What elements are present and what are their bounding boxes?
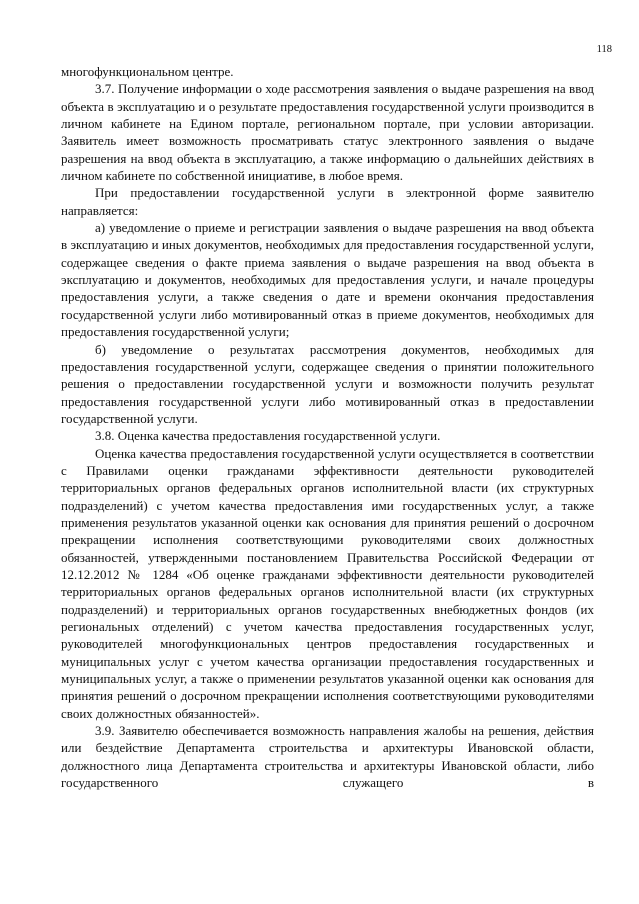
paragraph-quality-assessment: Оценка качества предоставления государственной услуги осуществляется в соответствии с Правилами оценки гражданами эффективности деятельности руководителей территориальных органов федеральных органов исполнительной власти (их структурных подразделений) с учетом качества предоставления ими государственных услуг, а также применения результатов указанной оценки как основания для принятия решений о досрочном прекращении исполнения соответствующими руководителями своих должностных обязанностей, утвержденными постановлением Правительства Российской Федерации от 12.12.2012 № 1284 «Об оценке гражданами эффективности деятельности руководителей территориальных органов федеральных органов исполнительной власти (их структурных подразделений) и территориальных органов государственных внебюджетных фондов (их региональных отделений) с учетом качества предоставления государственных услуг, руководителей многофункциональных центров предоставления государственных и муниципальных услуг с учетом качества организации предоставления государственных и муниципальных услуг, а также о применении результатов указанной оценки как основания для принятия решений о досрочном прекращении исполнения соответствующими руководителями своих должностных обязанностей». bbox=[61, 445, 594, 721]
page-number: 118 bbox=[596, 44, 612, 55]
paragraph-item-a: а) уведомление о приеме и регистрации заявления о выдаче разрешения на ввод объекта в эксплуатацию и иных документов, необходимых для предоставления государственной услуги, содержащее сведения о факте приема заявления о выдаче разрешения на ввод объекта в эксплуатацию и документов, необходимых для предоставления услуги, и начале процедуры предоставления услуги, а также сведения о дате и времени окончания предоставления государственной услуги либо мотивированный отказ в приеме документов, необходимых для предоставления государственной услуги; bbox=[61, 220, 594, 340]
paragraph-electronic-form: При предоставлении государственной услуги в электронной форме заявителю направляется: bbox=[61, 185, 594, 218]
document-body bbox=[61, 63, 594, 791]
paragraph-3-8-heading: 3.8. Оценка качества предоставления государственной услуги. bbox=[95, 428, 441, 444]
paragraph-3-7: 3.7. Получение информации о ходе рассмотрения заявления о выдаче разрешения на ввод объекта в эксплуатацию и о результате предоставления государственной услуги производится в личном кабинете на Едином портале, региональном портале, при условии авторизации. Заявитель имеет возможность просматривать статус электронного заявления о выдаче разрешения на ввод объекта в эксплуатацию, а также информацию о дальнейших действиях в личном кабинете по собственной инициативе, в любое время. bbox=[61, 81, 594, 184]
paragraph-3-9: 3.9. Заявителю обеспечивается возможность направления жалобы на решения, действия или бездействие Департамента строительства и архитектуры Ивановской области, должностного лица Департамента строительства и архитектуры Ивановской области, либо государственного служащего в bbox=[61, 723, 594, 791]
paragraph-item-b: б) уведомление о результатах рассмотрения документов, необходимых для предоставления государственной услуги, содержащее сведения о принятии положительного решения о предоставлении государственной услуги и возможности получить результат предоставления государственной услуги либо мотивированный отказ в предоставлении государственной услуги. bbox=[61, 341, 594, 426]
paragraph-continuation: многофункциональном центре. bbox=[61, 64, 234, 79]
